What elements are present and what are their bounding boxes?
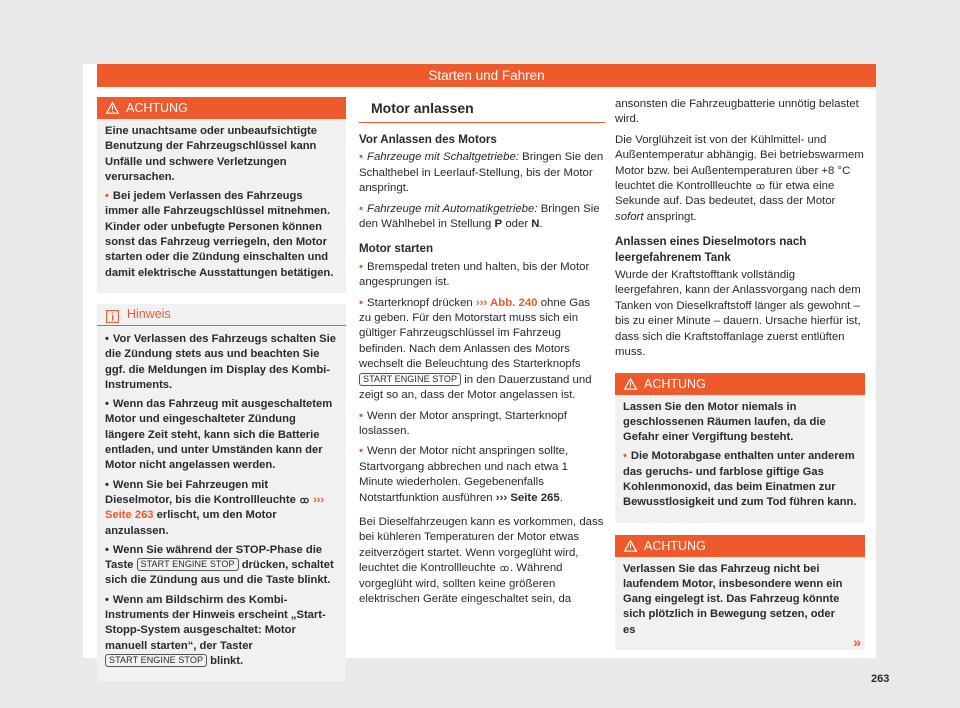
- start-engine-key: START ENGINE STOP: [137, 558, 239, 571]
- figure-link[interactable]: ››› Abb. 240: [475, 296, 538, 309]
- diesel-empty-paragraph: Wurde der Kraftstofftank vollständig leergefahren, kann der Anlassvorgang nach dem Tanken von Dieselkraftstoff länger als gewohnt – bis zu einer Minute – dauern. Ursache hierfür ist, dass sich die Kraftstoffanlage zuerst entlüften muss.: [615, 269, 861, 359]
- start-engine-key: START ENGINE STOP: [359, 373, 461, 386]
- diesel-paragraph: Bei Dieselfahrzeugen kann es vorkommen, dass bei kühleren Temperaturen der Motor etwas zeitverzögert startet. Wenn vorgeglüht wird, leuchtet die Kontrollleuchte ꝏ. Während vorgeglüht wird, sollten keine größeren elektrischen Geräte eingeschaltet sein, da: [359, 515, 604, 605]
- battery-paragraph: ansonsten die Fahrzeugbatterie unnötig belastet wird.: [615, 98, 859, 126]
- hinweis-bullet-3: • Wenn Sie bei Fahrzeugen mit Dieselmotor, bis die Kontrollleuchte ꝏ ››› Seite 263 erlischt, um den Motor anzulassen.: [105, 478, 325, 537]
- subheading-start: Motor starten: [359, 242, 434, 256]
- hinweis-header: [97, 304, 346, 326]
- bullet-brake: • Bremspedal treten und halten, bis der Motor angesprungen ist.: [359, 260, 590, 289]
- subheading-before-start: Vor Anlassen des Motors: [359, 133, 497, 146]
- bullet-starter: • Starterknopf drücken ››› Abb. 240 ohne Gas zu geben. Für den Motorstart muss sich ein gültiger Fahrzeugschlüssel im Fahrzeug befinden. Nach dem Anlassen des Motors wechselt die Beleuchtung des Starterknopfs START ENGINE STOP in den Dauerzustand und zeigt so an, dass der Motor angelassen ist.: [359, 296, 592, 402]
- glow-plug-icon: ꝏ: [499, 563, 510, 574]
- continue-marker: »: [853, 634, 861, 651]
- glow-plug-icon: ꝏ: [299, 494, 310, 505]
- warning-box-header: [615, 535, 865, 557]
- preglow-paragraph: Die Vorglühzeit ist von der Kühlmittel- und Außentemperatur abhängig. Bei betriebswarmem Motor bzw. bei Außentemperaturen über +8 °C leuchtet die Kontrollleuchte ꝏ für etwa eine Sekunde auf. Das bedeutet, dass der Motor sofort anspringt.: [615, 133, 864, 223]
- bullet-automatic: • Fahrzeuge mit Automatikgetriebe: Bringen Sie den Wählhebel in Stellung P oder N.: [359, 202, 600, 231]
- warning-bullet: • Die Motorabgase enthalten unter anderem das geruchs- und farblose giftige Gas Kohlenmonoxid, das beim Einatmen zur Bewusstlosigkeit und zum Tod führen kann.: [623, 450, 857, 509]
- warning-box-keys: [97, 97, 346, 293]
- hinweis-label: Hinweis: [127, 307, 171, 322]
- page-number: 263: [871, 673, 890, 685]
- hinweis-bullet-1: • Vor Verlassen des Fahrzeugs schalten Sie die Zündung stets aus und beachten Sie ggf. die Meldungen im Display des Kombi-Instruments.: [105, 332, 336, 391]
- bullet-release: • Wenn der Motor anspringt, Starterknopf loslassen.: [359, 409, 567, 437]
- middle-column: [359, 97, 605, 612]
- bullet-manual: • Fahrzeuge mit Schaltgetriebe: Bringen Sie den Schalthebel in Leerlauf-Stellung, bis der Motor anspringt.: [359, 151, 604, 195]
- page-link[interactable]: ››› Seite 265: [495, 491, 560, 504]
- hinweis-bullet-2: • Wenn das Fahrzeug mit ausgeschaltetem Motor und eingeschalteter Zündung längere Zeit steht, kann sich die Batterie entladen, und unter Umständen kann der Motor nicht angelassen werden.: [105, 398, 333, 472]
- subheading-diesel-empty: Anlassen eines Dieselmotors nach leergefahrenem Tank: [615, 235, 807, 264]
- warning-box-running-engine: [615, 535, 865, 650]
- warning-triangle-icon: [106, 102, 119, 114]
- bullet-retry: • Wenn der Motor nicht anspringen sollte, Startvorgang abbrechen und nach etwa 1 Minute wiederholen. Gegebenenfalls Notstartfunktion ausführen ››› Seite 265.: [359, 445, 569, 504]
- manual-page: [83, 64, 890, 685]
- warning-triangle-icon: [624, 540, 637, 552]
- warning-bullet: • Bei jedem Verlassen des Fahrzeugs immer alle Fahrzeugschlüssel mitnehmen. Kinder oder unbefugte Personen können sonst das Fahrzeug verriegeln, den Motor starten oder die Zündung einschalten und damit elektrische Ausstattungen betätigen.: [105, 190, 334, 279]
- warning-intro: Eine unachtsame oder unbeaufsichtigte Benutzung der Fahrzeugschlüssel kann Unfälle und schwere Verletzungen verursachen.: [105, 125, 317, 183]
- hinweis-box: [97, 304, 346, 681]
- hinweis-bullet-4: • Wenn Sie während der STOP-Phase die Taste START ENGINE STOP drücken, schaltet sich die Zündung aus und die Taste blinkt.: [105, 543, 334, 587]
- warning-triangle-icon: [624, 378, 637, 390]
- info-icon: [106, 308, 119, 321]
- warning-box-exhaust: [615, 373, 865, 523]
- warning-label: ACHTUNG: [644, 376, 706, 391]
- warning-box-header: [97, 97, 346, 119]
- warning-label: ACHTUNG: [126, 101, 188, 115]
- glow-plug-icon: ꝏ: [755, 181, 766, 192]
- warning-box-header: [615, 373, 865, 395]
- right-column: [615, 97, 865, 650]
- page-link[interactable]: ››› Seite 263: [105, 493, 325, 522]
- warning-intro: Lassen Sie den Motor niemals in geschlossenen Räumen laufen, da die Gefahr einer Vergiftung besteht.: [623, 400, 826, 444]
- section-header: Starten und Fahren: [97, 64, 876, 87]
- start-engine-key: START ENGINE STOP: [105, 654, 207, 667]
- left-column: [97, 97, 346, 681]
- hinweis-bullet-5: • Wenn am Bildschirm des Kombi-Instruments der Hinweis erscheint „Start-Stopp-System ausgeschaltet: Motor manuell starten“, der Taster START ENGINE STOP blinkt.: [105, 593, 326, 667]
- section-title: Motor anlassen: [359, 97, 605, 123]
- warning-label: ACHTUNG: [644, 538, 706, 553]
- warning-intro: Verlassen Sie das Fahrzeug nicht bei laufendem Motor, insbesondere wenn ein Gang eingelegt ist. Das Fahrzeug könnte sich plötzlich in Bewegung setzen, oder es: [623, 562, 843, 636]
